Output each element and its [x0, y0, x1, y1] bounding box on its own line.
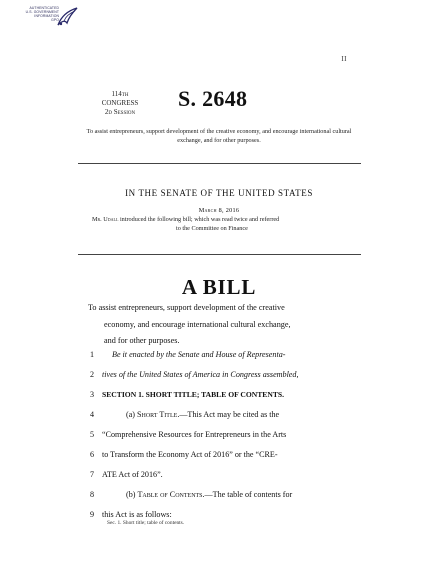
congress-number: 114th CONGRESS [101, 90, 139, 107]
line-number: 5 [89, 430, 94, 439]
line-number: 1 [89, 350, 94, 359]
document-version-numeral: II [341, 55, 347, 63]
table-of-contents-entry: Sec. 1. Short title; table of contents. [107, 520, 185, 526]
intro-text-continued: to the Committee on Finance [176, 225, 248, 232]
subsection-label: (a) [126, 410, 138, 419]
subsection-text: .—The table of contents for [202, 490, 293, 499]
long-title-line: and for other purposes. [104, 336, 180, 345]
seal-line: GPO [51, 18, 59, 22]
bill-heading: A BILL [181, 275, 257, 299]
congress-session [95, 90, 145, 117]
divider [78, 163, 361, 164]
line-number: 7 [89, 470, 94, 479]
seal-line: INFORMATION [34, 14, 59, 18]
subsection-heading: Short Title [137, 410, 178, 419]
subsection-text: .—This Act may be cited as the [177, 410, 280, 419]
introduction-statement [92, 215, 347, 233]
line-number: 3 [89, 390, 94, 399]
senate-heading: IN THE SENATE OF THE UNITED STATES [125, 188, 313, 198]
line-text: this Act is as follows: [102, 510, 172, 519]
line-text: ATE Act of 2016”. [102, 470, 163, 479]
authenticated-seal [7, 5, 81, 29]
long-title-line: To assist entrepreneurs, support development of the creative [88, 303, 285, 312]
section-heading: SECTION 1. SHORT TITLE; TABLE OF CONTENTS. [102, 390, 285, 399]
line-text [126, 490, 292, 499]
subsection-heading: Table of Contents [137, 490, 203, 499]
line-number: 9 [89, 510, 94, 519]
sponsor-name: Mr. Udall [92, 216, 119, 223]
line-text [126, 410, 279, 419]
line-text: “Comprehensive Resources for Entrepreneurs in the Arts [102, 430, 287, 439]
subsection-label: (b) [126, 490, 138, 499]
seal-line: U.S. GOVERNMENT [25, 10, 59, 14]
line-number: 4 [89, 410, 94, 419]
line-text: Be it enacted by the Senate and House of Representa- [112, 350, 286, 359]
bill-number: S. 2648 [178, 86, 248, 111]
bill-long-title [88, 300, 358, 350]
seal-text [7, 6, 59, 22]
seal-line: AUTHENTICATED [29, 6, 59, 10]
eagle-seal-icon [55, 5, 81, 29]
line-text: tives of the United States of America in Congress assembled, [102, 370, 299, 379]
divider [78, 254, 361, 255]
line-number: 2 [89, 370, 94, 379]
intro-text: introduced the following bill; which was read twice and referred [119, 216, 280, 223]
line-text: to Transform the Economy Act of 2016” or the “CRE- [102, 450, 278, 459]
line-number: 6 [89, 450, 94, 459]
introduction-date: March 8, 2016 [198, 207, 240, 214]
line-number: 8 [89, 490, 94, 499]
session-number: 2d Session [104, 108, 136, 116]
bill-purpose: To assist entrepreneurs, support development of the creative economy, and encourage international cultural exchange, and for other purposes. [86, 128, 352, 144]
long-title-line: economy, and encourage international cultural exchange, [104, 319, 291, 329]
